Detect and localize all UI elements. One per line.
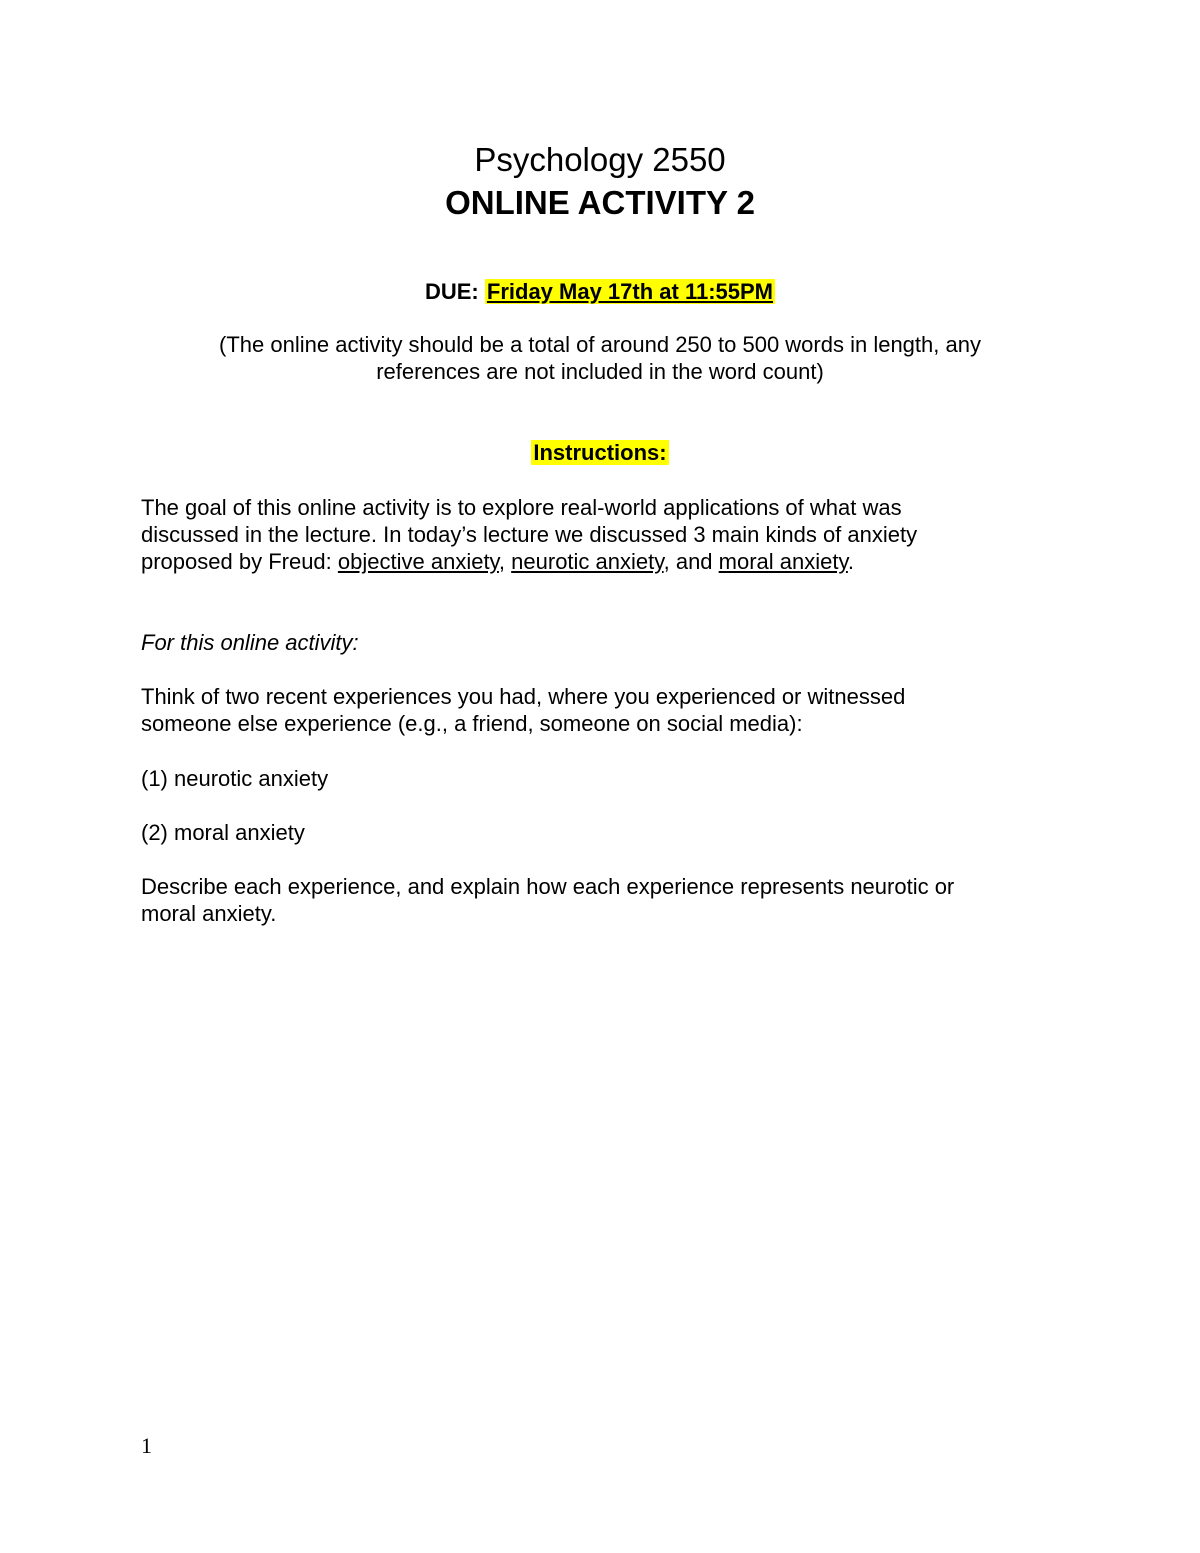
course-title: Psychology 2550 bbox=[474, 141, 726, 178]
describe-line-2: moral anxiety. bbox=[141, 901, 277, 926]
length-note-line-2: references are not included in the word count) bbox=[376, 359, 824, 384]
goal-line-3-prefix: proposed by Freud: bbox=[141, 549, 338, 574]
term-objective-anxiety: objective anxiety bbox=[337, 549, 499, 574]
page-number: 1 bbox=[141, 1433, 152, 1458]
instructions-heading-text: Instructions: bbox=[533, 440, 667, 465]
goal-paragraph bbox=[141, 494, 1041, 575]
due-line bbox=[0, 277, 1200, 307]
describe-paragraph bbox=[141, 873, 1041, 927]
list-item-neurotic-anxiety: (1) neurotic anxiety bbox=[141, 766, 329, 791]
length-note bbox=[150, 331, 1050, 385]
activity-title: ONLINE ACTIVITY 2 bbox=[445, 184, 755, 221]
think-line-1: Think of two recent experiences you had, where you experienced or witnessed bbox=[141, 684, 906, 709]
term-neurotic-anxiety: neurotic anxiety bbox=[511, 549, 664, 574]
for-activity-label: For this online activity: bbox=[141, 630, 359, 655]
due-label: DUE: bbox=[424, 279, 479, 304]
goal-line-3 bbox=[141, 548, 1041, 575]
term-moral-anxiety: moral anxiety bbox=[718, 549, 848, 574]
list-item-moral-anxiety: (2) moral anxiety bbox=[141, 820, 305, 845]
due-date-highlight: Friday May 17th at 11:55PM bbox=[486, 279, 774, 304]
describe-line-1: Describe each experience, and explain how each experience represents neurotic or bbox=[141, 874, 955, 899]
think-paragraph bbox=[141, 683, 1041, 737]
goal-line-2: discussed in the lecture. In today’s lecture we discussed 3 main kinds of anxiety bbox=[141, 522, 918, 547]
length-note-line-1: (The online activity should be a total of around 250 to 500 words in length, any bbox=[219, 332, 981, 357]
term-separator-1: , bbox=[498, 549, 512, 574]
instructions-heading bbox=[0, 438, 1200, 468]
think-line-2: someone else experience (e.g., a friend, someone on social media): bbox=[141, 711, 803, 736]
goal-line-3-end: . bbox=[847, 549, 854, 574]
term-separator-2: , and bbox=[663, 549, 719, 574]
goal-line-1: The goal of this online activity is to explore real-world applications of what was bbox=[141, 495, 902, 520]
